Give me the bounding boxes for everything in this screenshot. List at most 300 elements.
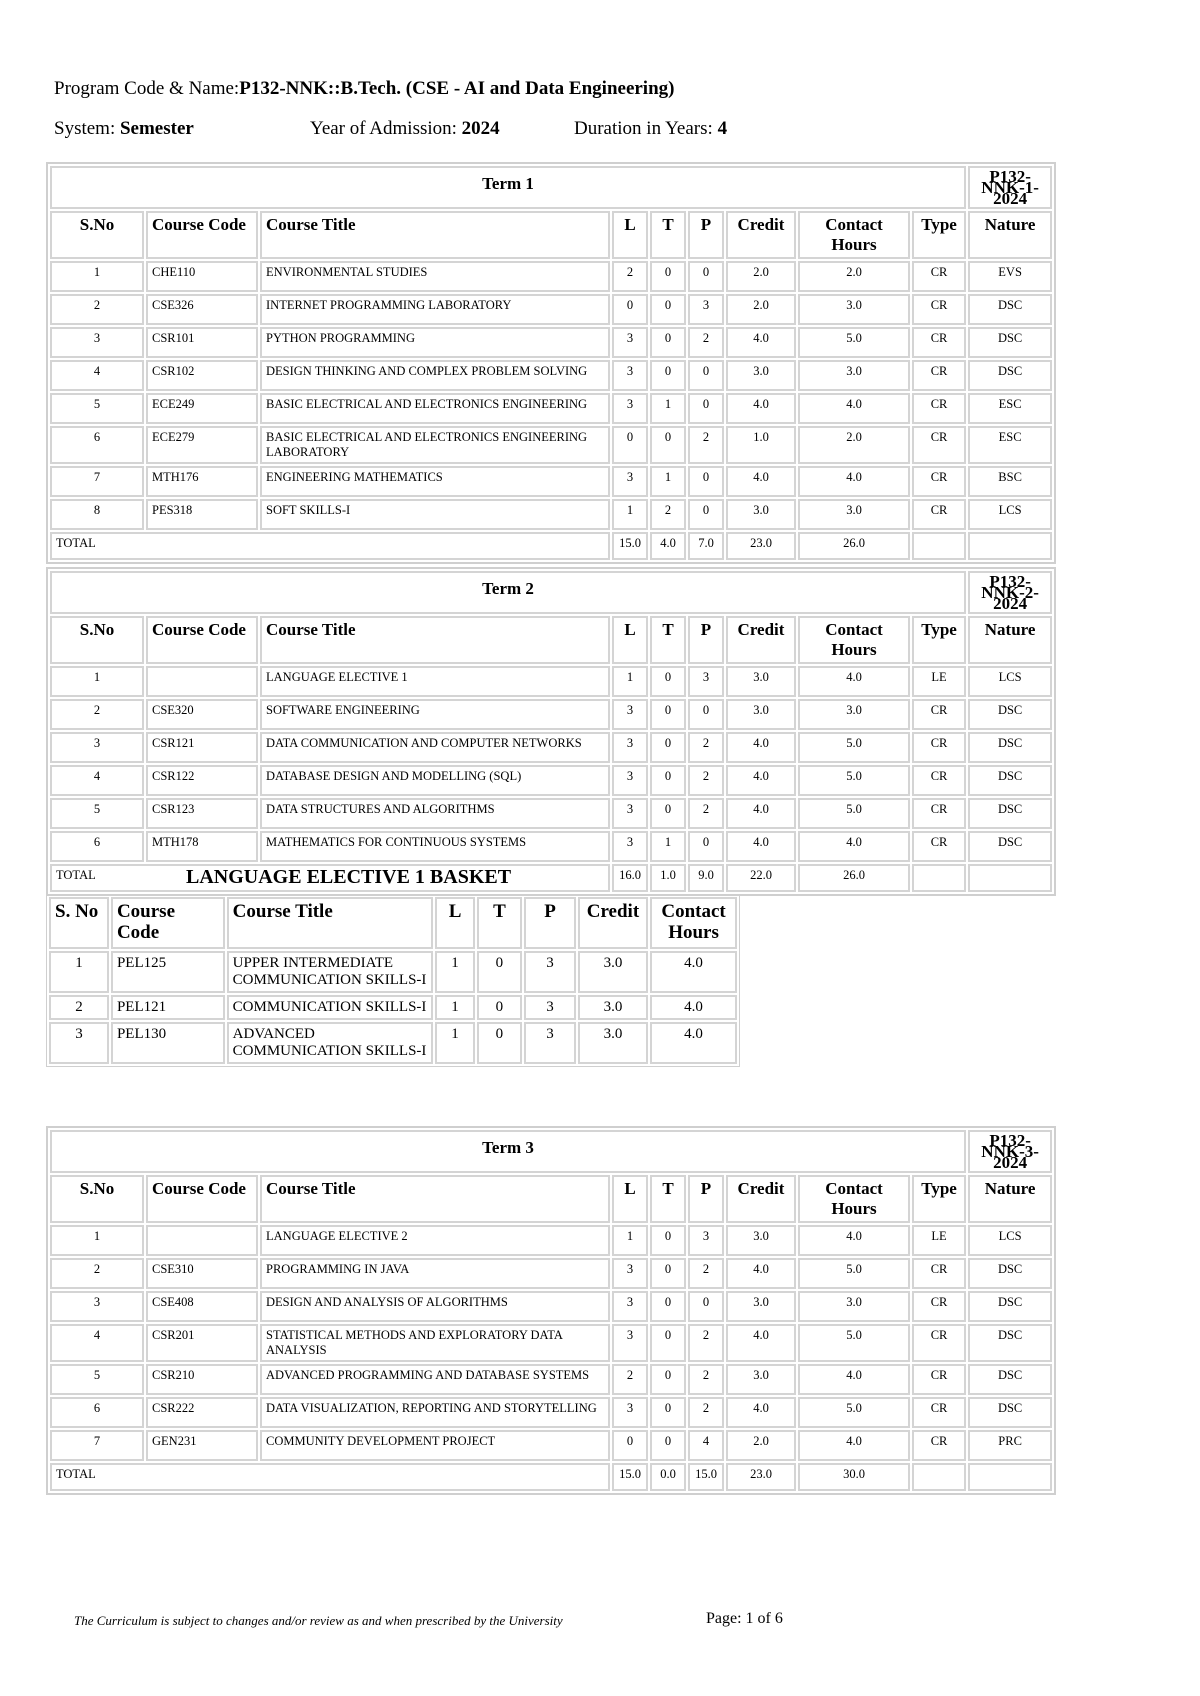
basket-column-header: Course Code — [111, 897, 225, 949]
term-title-row — [50, 166, 1052, 209]
total-empty — [912, 532, 966, 560]
course-title: DESIGN AND ANALYSIS OF ALGORITHMS — [260, 1291, 610, 1322]
practical: 2 — [688, 1364, 724, 1395]
lecture: 1 — [435, 951, 474, 993]
course-title: ENGINEERING MATHEMATICS — [260, 466, 610, 497]
term-title: Term 2 — [50, 571, 966, 614]
nature: DSC — [968, 1291, 1052, 1322]
course-code — [146, 1225, 258, 1256]
tutorial: 0 — [650, 1364, 686, 1395]
serial-no: 4 — [50, 1324, 144, 1362]
course-title: ENVIRONMENTAL STUDIES — [260, 261, 610, 292]
term-code: P132-NNK-1-2024 — [968, 166, 1052, 209]
column-header: Credit — [726, 211, 796, 259]
type: CR — [912, 360, 966, 391]
course-title: DATABASE DESIGN AND MODELLING (SQL) — [260, 765, 610, 796]
course-code: CSR121 — [146, 732, 258, 763]
tutorial: 1 — [650, 393, 686, 424]
course-code: CSR201 — [146, 1324, 258, 1362]
type: LE — [912, 1225, 966, 1256]
course-code: CSE320 — [146, 699, 258, 730]
contact-hours: 4.0 — [650, 951, 737, 993]
nature: BSC — [968, 466, 1052, 497]
course-row — [50, 798, 1052, 829]
contact-hours: 5.0 — [798, 732, 910, 763]
contact-hours: 3.0 — [798, 294, 910, 325]
column-header: P — [688, 616, 724, 664]
term-title-row — [50, 1130, 1052, 1173]
total-label: TOTAL — [50, 864, 610, 892]
practical: 0 — [688, 360, 724, 391]
total-empty — [968, 532, 1052, 560]
nature: LCS — [968, 1225, 1052, 1256]
course-row — [50, 1291, 1052, 1322]
course-title: STATISTICAL METHODS AND EXPLORATORY DATA ANALYSIS — [260, 1324, 610, 1362]
course-row — [50, 466, 1052, 497]
serial-no: 1 — [50, 1225, 144, 1256]
course-title: COMMUNITY DEVELOPMENT PROJECT — [260, 1430, 610, 1461]
term-3-table — [46, 1126, 1056, 1495]
type: CR — [912, 732, 966, 763]
credit: 3.0 — [726, 1225, 796, 1256]
total-hours: 26.0 — [798, 864, 910, 892]
course-code: CSR222 — [146, 1397, 258, 1428]
total-L: 15.0 — [612, 1463, 648, 1491]
credit: 2.0 — [726, 1430, 796, 1461]
practical: 2 — [688, 426, 724, 464]
program-value: P132-NNK::B.Tech. (CSE - AI and Data Engineering) — [239, 78, 675, 99]
serial-no: 2 — [49, 995, 109, 1020]
credit: 4.0 — [726, 732, 796, 763]
course-row — [50, 732, 1052, 763]
lecture: 3 — [612, 1258, 648, 1289]
nature: DSC — [968, 294, 1052, 325]
course-code: PEL125 — [111, 951, 225, 993]
serial-no: 4 — [50, 360, 144, 391]
basket-column-header: Credit — [578, 897, 648, 949]
lecture: 1 — [612, 499, 648, 530]
lecture: 3 — [612, 327, 648, 358]
course-title: DESIGN THINKING AND COMPLEX PROBLEM SOLVING — [260, 360, 610, 391]
course-code: MTH176 — [146, 466, 258, 497]
total-empty — [912, 1463, 966, 1491]
term-code: P132-NNK-3-2024 — [968, 1130, 1052, 1173]
total-T: 1.0 — [650, 864, 686, 892]
course-code: CSR102 — [146, 360, 258, 391]
serial-no: 7 — [50, 466, 144, 497]
practical: 0 — [688, 831, 724, 862]
term-1-table — [46, 162, 1056, 564]
course-title: INTERNET PROGRAMMING LABORATORY — [260, 294, 610, 325]
type: CR — [912, 1397, 966, 1428]
nature: DSC — [968, 765, 1052, 796]
tutorial: 0 — [650, 732, 686, 763]
credit: 3.0 — [726, 1291, 796, 1322]
tutorial: 0 — [650, 798, 686, 829]
practical: 2 — [688, 1397, 724, 1428]
program-heading — [54, 78, 674, 100]
column-header: L — [612, 616, 648, 664]
tutorial: 0 — [650, 765, 686, 796]
footer-note: The Curriculum is subject to changes and/or review as and when prescribed by the University — [74, 1613, 563, 1628]
serial-no: 6 — [50, 831, 144, 862]
practical: 0 — [688, 699, 724, 730]
total-empty — [968, 864, 1052, 892]
tutorial: 0 — [650, 294, 686, 325]
credit: 3.0 — [726, 360, 796, 391]
tutorial: 0 — [650, 360, 686, 391]
type: CR — [912, 765, 966, 796]
course-row — [50, 360, 1052, 391]
column-header: P — [688, 211, 724, 259]
term-title: Term 1 — [50, 166, 966, 209]
contact-hours: 2.0 — [798, 426, 910, 464]
lecture: 1 — [435, 995, 474, 1020]
serial-no: 5 — [50, 798, 144, 829]
contact-hours: 3.0 — [798, 1291, 910, 1322]
nature: DSC — [968, 699, 1052, 730]
lecture: 3 — [612, 360, 648, 391]
column-header: Contact Hours — [798, 211, 910, 259]
nature: ESC — [968, 393, 1052, 424]
lecture: 0 — [612, 426, 648, 464]
type: LE — [912, 666, 966, 697]
practical: 2 — [688, 1258, 724, 1289]
total-credit: 23.0 — [726, 532, 796, 560]
nature: DSC — [968, 360, 1052, 391]
serial-no: 3 — [49, 1022, 109, 1064]
practical: 3 — [688, 294, 724, 325]
course-code: MTH178 — [146, 831, 258, 862]
practical: 0 — [688, 393, 724, 424]
basket-title: LANGUAGE ELECTIVE 1 BASKET — [186, 866, 512, 888]
contact-hours: 3.0 — [798, 699, 910, 730]
credit: 4.0 — [726, 765, 796, 796]
contact-hours: 4.0 — [650, 995, 737, 1020]
column-header: P — [688, 1175, 724, 1223]
course-title: ADVANCED PROGRAMMING AND DATABASE SYSTEMS — [260, 1364, 610, 1395]
contact-hours: 4.0 — [798, 831, 910, 862]
basket-header-row — [49, 897, 737, 949]
course-code: CSE326 — [146, 294, 258, 325]
column-header: Contact Hours — [798, 616, 910, 664]
term-2-table — [46, 567, 1056, 896]
lecture: 3 — [612, 699, 648, 730]
tutorial: 1 — [650, 831, 686, 862]
column-header: T — [650, 1175, 686, 1223]
contact-hours: 5.0 — [798, 765, 910, 796]
course-title: PROGRAMMING IN JAVA — [260, 1258, 610, 1289]
course-title: SOFTWARE ENGINEERING — [260, 699, 610, 730]
total-T: 4.0 — [650, 532, 686, 560]
serial-no: 3 — [50, 327, 144, 358]
credit: 3.0 — [726, 499, 796, 530]
nature: DSC — [968, 732, 1052, 763]
total-L: 16.0 — [612, 864, 648, 892]
lecture: 3 — [612, 1397, 648, 1428]
credit: 4.0 — [726, 798, 796, 829]
credit: 3.0 — [726, 666, 796, 697]
tutorial: 0 — [650, 426, 686, 464]
contact-hours: 5.0 — [798, 798, 910, 829]
column-header-row — [50, 1175, 1052, 1223]
tutorial: 0 — [477, 1022, 522, 1064]
course-title: BASIC ELECTRICAL AND ELECTRONICS ENGINEERING — [260, 393, 610, 424]
credit: 3.0 — [726, 699, 796, 730]
credit: 2.0 — [726, 294, 796, 325]
course-row — [50, 393, 1052, 424]
type: CR — [912, 294, 966, 325]
nature: DSC — [968, 1258, 1052, 1289]
type: CR — [912, 1364, 966, 1395]
basket-row — [49, 1022, 737, 1064]
course-code: CSE310 — [146, 1258, 258, 1289]
nature: DSC — [968, 831, 1052, 862]
lecture: 3 — [612, 798, 648, 829]
column-header: Course Code — [146, 616, 258, 664]
column-header: Nature — [968, 211, 1052, 259]
course-title: DATA STRUCTURES AND ALGORITHMS — [260, 798, 610, 829]
basket-row — [49, 995, 737, 1020]
column-header: Course Title — [260, 1175, 610, 1223]
credit: 2.0 — [726, 261, 796, 292]
course-row — [50, 1258, 1052, 1289]
contact-hours: 4.0 — [798, 466, 910, 497]
total-L: 15.0 — [612, 532, 648, 560]
credit: 4.0 — [726, 831, 796, 862]
total-row — [50, 532, 1052, 560]
basket-column-header: T — [477, 897, 522, 949]
course-code: CSR123 — [146, 798, 258, 829]
contact-hours: 5.0 — [798, 1324, 910, 1362]
tutorial: 0 — [477, 951, 522, 993]
credit: 4.0 — [726, 1258, 796, 1289]
total-P: 7.0 — [688, 532, 724, 560]
contact-hours: 5.0 — [798, 1258, 910, 1289]
serial-no: 8 — [50, 499, 144, 530]
type: CR — [912, 1324, 966, 1362]
course-code — [146, 666, 258, 697]
serial-no: 6 — [50, 1397, 144, 1428]
course-code: PEL130 — [111, 1022, 225, 1064]
lecture: 1 — [612, 666, 648, 697]
total-label: TOTAL — [50, 1463, 610, 1491]
course-code: ECE249 — [146, 393, 258, 424]
credit: 3.0 — [578, 1022, 648, 1064]
tutorial: 0 — [650, 1225, 686, 1256]
lecture: 3 — [612, 765, 648, 796]
lecture: 3 — [612, 1291, 648, 1322]
contact-hours: 5.0 — [798, 327, 910, 358]
course-code: CHE110 — [146, 261, 258, 292]
system-value: Semester — [119, 118, 194, 139]
course-title: LANGUAGE ELECTIVE 1 — [260, 666, 610, 697]
lecture: 2 — [612, 1364, 648, 1395]
serial-no: 6 — [50, 426, 144, 464]
lecture: 3 — [612, 1324, 648, 1362]
total-row — [50, 1463, 1052, 1491]
contact-hours: 3.0 — [798, 499, 910, 530]
column-header: L — [612, 211, 648, 259]
type: CR — [912, 831, 966, 862]
course-title: COMMUNICATION SKILLS-I — [227, 995, 434, 1020]
nature: ESC — [968, 426, 1052, 464]
course-row — [50, 1364, 1052, 1395]
column-header: Type — [912, 1175, 966, 1223]
course-title: MATHEMATICS FOR CONTINUOUS SYSTEMS — [260, 831, 610, 862]
course-row — [50, 294, 1052, 325]
column-header: Credit — [726, 616, 796, 664]
nature: DSC — [968, 1397, 1052, 1428]
course-row — [50, 1430, 1052, 1461]
language-elective-basket-table — [46, 894, 740, 1067]
course-title: PYTHON PROGRAMMING — [260, 327, 610, 358]
serial-no: 3 — [50, 732, 144, 763]
term-title-row — [50, 571, 1052, 614]
practical: 3 — [524, 995, 576, 1020]
type: CR — [912, 466, 966, 497]
course-code: ECE279 — [146, 426, 258, 464]
practical: 2 — [688, 798, 724, 829]
practical: 0 — [688, 261, 724, 292]
nature: EVS — [968, 261, 1052, 292]
credit: 4.0 — [726, 466, 796, 497]
lecture: 2 — [612, 261, 648, 292]
contact-hours: 4.0 — [798, 1364, 910, 1395]
course-code: CSR122 — [146, 765, 258, 796]
total-P: 15.0 — [688, 1463, 724, 1491]
column-header: L — [612, 1175, 648, 1223]
course-row — [50, 426, 1052, 464]
contact-hours: 4.0 — [798, 393, 910, 424]
practical: 3 — [524, 1022, 576, 1064]
system-label: System: — [54, 118, 120, 139]
credit: 4.0 — [726, 1324, 796, 1362]
tutorial: 2 — [650, 499, 686, 530]
duration: Duration in Years: 4 — [574, 118, 728, 139]
practical: 2 — [688, 765, 724, 796]
type: CR — [912, 327, 966, 358]
credit: 3.0 — [726, 1364, 796, 1395]
practical: 0 — [688, 1291, 724, 1322]
nature: DSC — [968, 327, 1052, 358]
lecture: 0 — [612, 294, 648, 325]
course-title: LANGUAGE ELECTIVE 2 — [260, 1225, 610, 1256]
course-code: CSR210 — [146, 1364, 258, 1395]
column-header-row — [50, 211, 1052, 259]
serial-no: 4 — [50, 765, 144, 796]
basket-column-header: Course Title — [227, 897, 434, 949]
column-header: Contact Hours — [798, 1175, 910, 1223]
type: CR — [912, 1291, 966, 1322]
course-code: GEN231 — [146, 1430, 258, 1461]
serial-no: 5 — [50, 393, 144, 424]
tutorial: 0 — [650, 699, 686, 730]
practical: 3 — [524, 951, 576, 993]
column-header: Nature — [968, 1175, 1052, 1223]
credit: 3.0 — [578, 995, 648, 1020]
course-title: BASIC ELECTRICAL AND ELECTRONICS ENGINEERING LABORATORY — [260, 426, 610, 464]
type: CR — [912, 798, 966, 829]
tutorial: 0 — [650, 327, 686, 358]
type: CR — [912, 426, 966, 464]
contact-hours: 4.0 — [650, 1022, 737, 1064]
column-header: Course Code — [146, 1175, 258, 1223]
serial-no: 1 — [50, 666, 144, 697]
column-header: Course Title — [260, 211, 610, 259]
course-row — [50, 261, 1052, 292]
course-row — [50, 1225, 1052, 1256]
program-meta — [54, 118, 728, 140]
course-title: DATA VISUALIZATION, REPORTING AND STORYTELLING — [260, 1397, 610, 1428]
total-T: 0.0 — [650, 1463, 686, 1491]
credit: 4.0 — [726, 327, 796, 358]
tutorial: 0 — [650, 1397, 686, 1428]
serial-no: 2 — [50, 294, 144, 325]
course-row — [50, 699, 1052, 730]
column-header: S.No — [50, 616, 144, 664]
type: CR — [912, 1430, 966, 1461]
year-of-admission: Year of Admission: 2024 — [310, 118, 500, 139]
credit: 1.0 — [726, 426, 796, 464]
nature: PRC — [968, 1430, 1052, 1461]
lecture: 3 — [612, 831, 648, 862]
total-empty — [912, 864, 966, 892]
course-code: PES318 — [146, 499, 258, 530]
practical: 2 — [688, 327, 724, 358]
course-row — [50, 1324, 1052, 1362]
credit: 3.0 — [578, 951, 648, 993]
page-number: Page: 1 of 6 — [706, 1610, 783, 1627]
course-code: CSR101 — [146, 327, 258, 358]
credit: 4.0 — [726, 1397, 796, 1428]
lecture: 3 — [612, 393, 648, 424]
basket-column-header: S. No — [49, 897, 109, 949]
tutorial: 0 — [650, 261, 686, 292]
practical: 2 — [688, 1324, 724, 1362]
type: CR — [912, 1258, 966, 1289]
practical: 2 — [688, 732, 724, 763]
basket-column-header: Contact Hours — [650, 897, 737, 949]
contact-hours: 5.0 — [798, 1397, 910, 1428]
lecture: 0 — [612, 1430, 648, 1461]
course-row — [50, 499, 1052, 530]
column-header: S.No — [50, 211, 144, 259]
course-row — [50, 327, 1052, 358]
type: CR — [912, 261, 966, 292]
course-code: PEL121 — [111, 995, 225, 1020]
basket-row — [49, 951, 737, 993]
total-hours: 26.0 — [798, 532, 910, 560]
lecture: 3 — [612, 466, 648, 497]
column-header: Type — [912, 616, 966, 664]
total-credit: 23.0 — [726, 1463, 796, 1491]
term-title: Term 3 — [50, 1130, 966, 1173]
column-header: Course Code — [146, 211, 258, 259]
column-header-row — [50, 616, 1052, 664]
column-header: T — [650, 616, 686, 664]
column-header: S.No — [50, 1175, 144, 1223]
course-title: SOFT SKILLS-I — [260, 499, 610, 530]
total-label: TOTAL — [50, 532, 610, 560]
lecture: 1 — [612, 1225, 648, 1256]
course-row — [50, 831, 1052, 862]
lecture: 1 — [435, 1022, 474, 1064]
course-title: ADVANCED COMMUNICATION SKILLS-I — [227, 1022, 434, 1064]
total-empty — [968, 1463, 1052, 1491]
practical: 3 — [688, 1225, 724, 1256]
nature: DSC — [968, 798, 1052, 829]
